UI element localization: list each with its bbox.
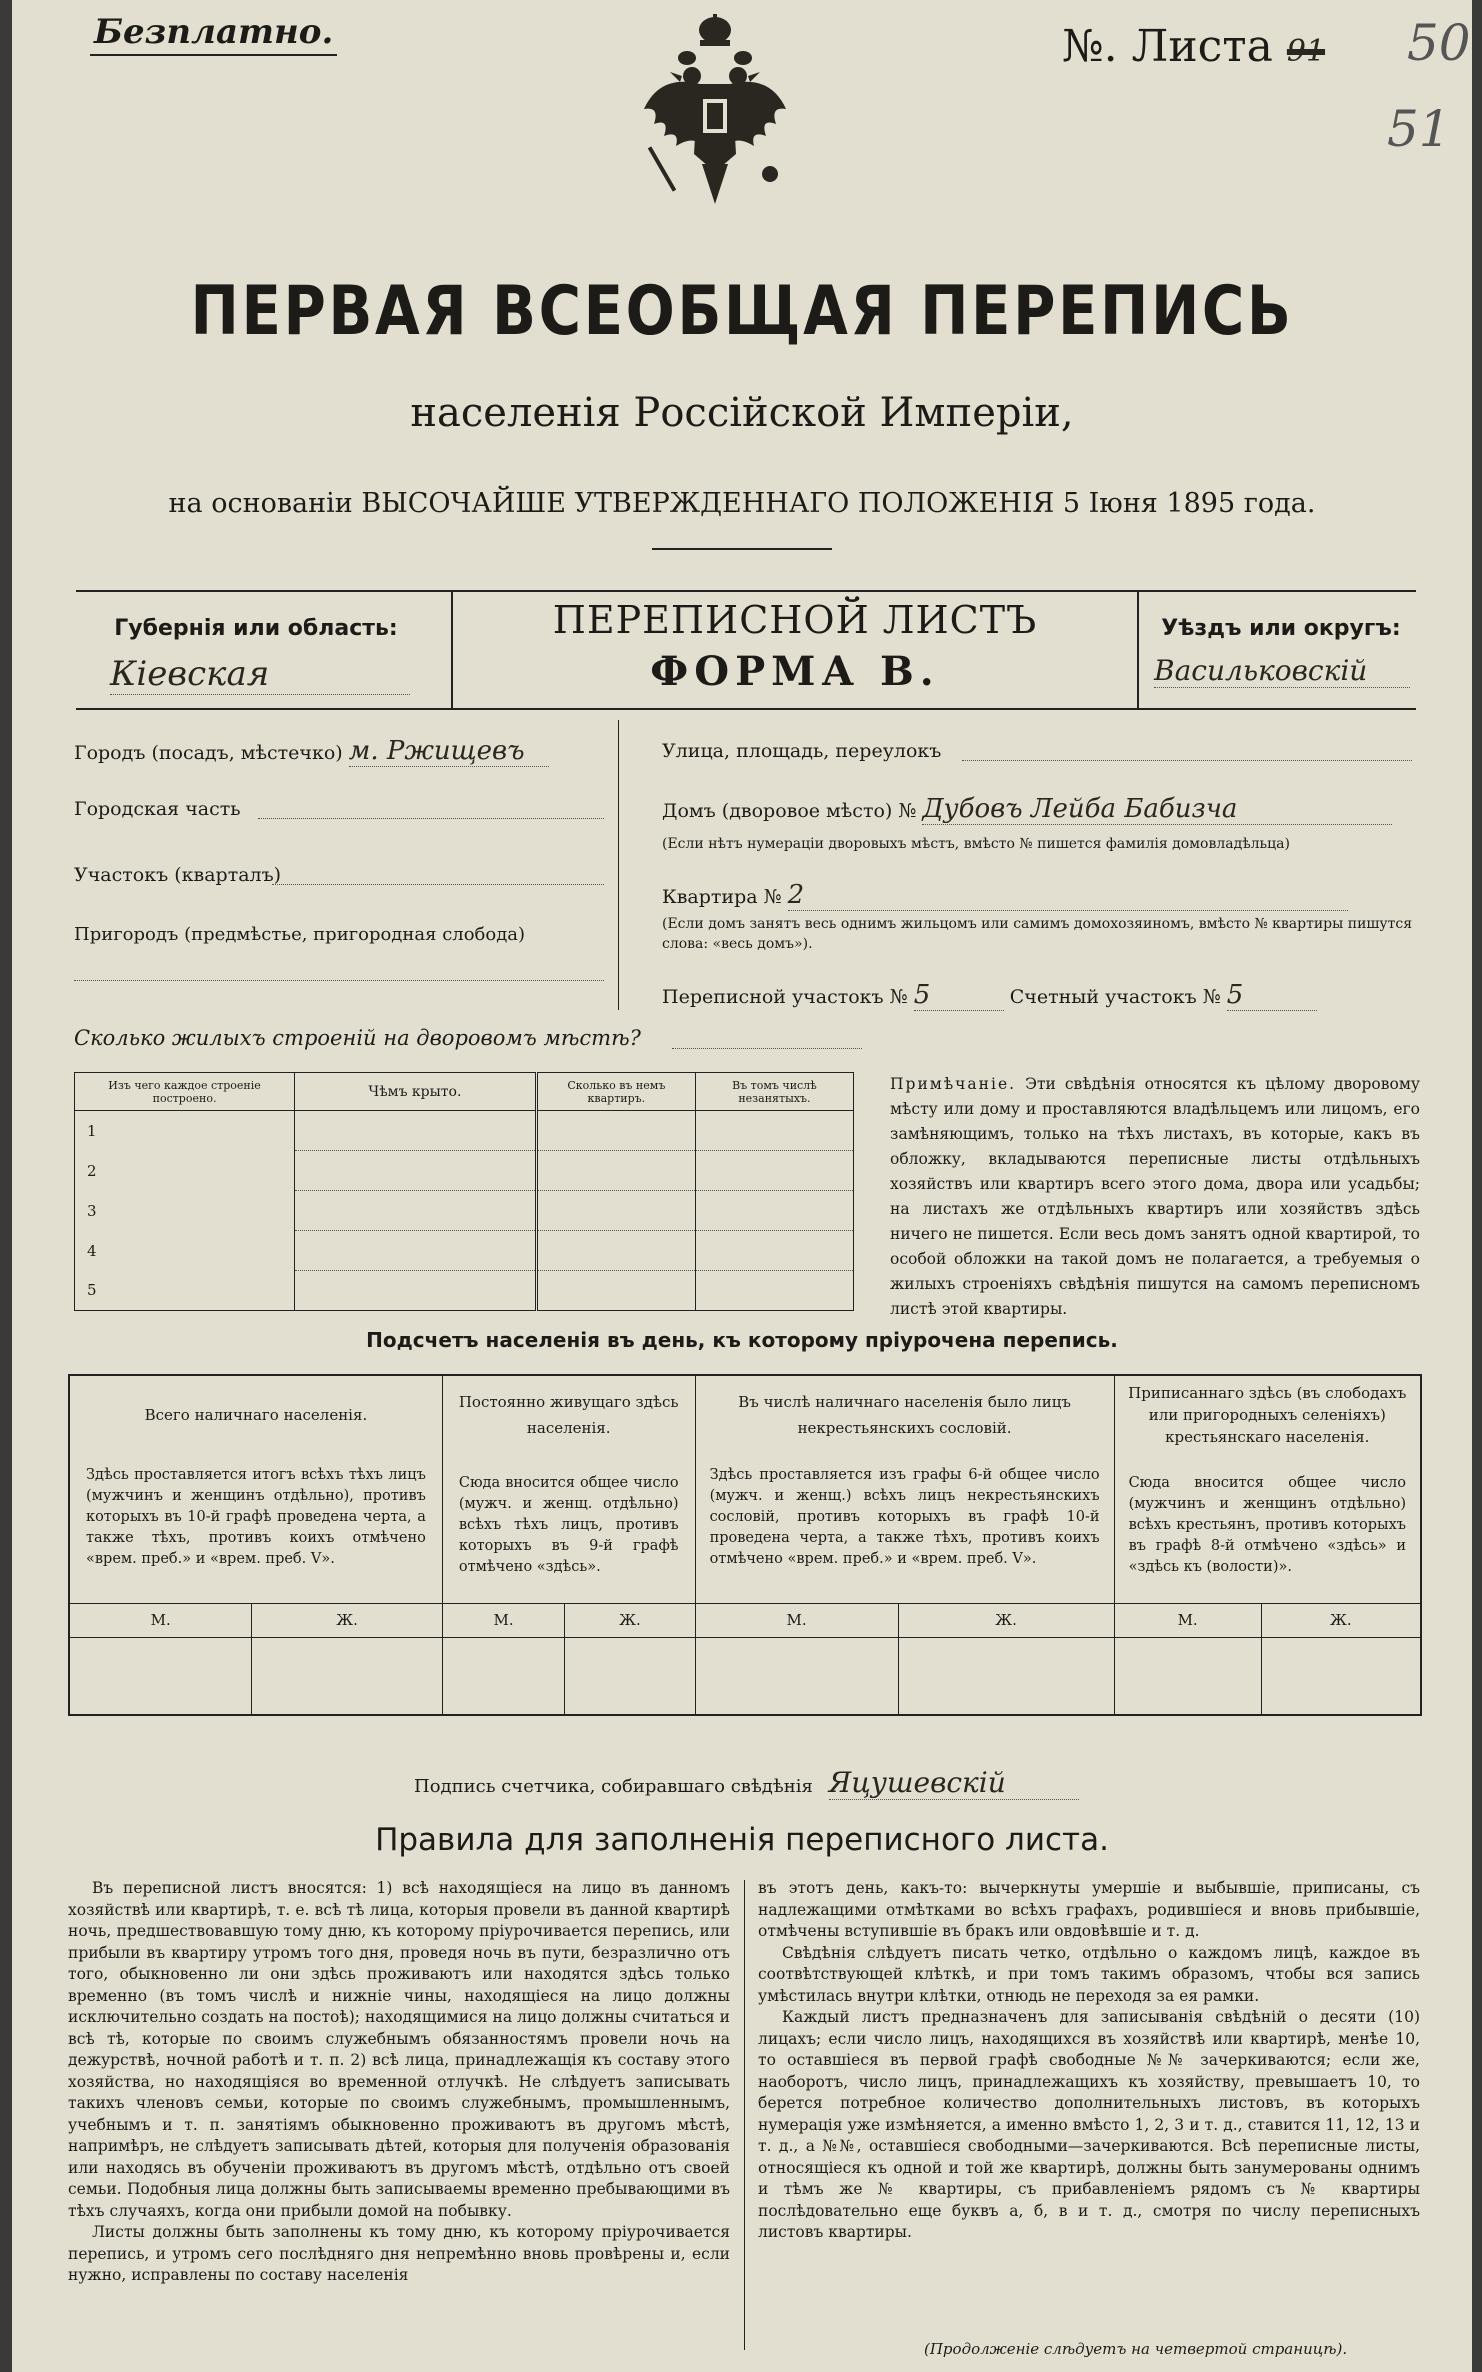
- house-field: [662, 794, 1392, 825]
- population-text-row: [69, 1453, 1421, 1603]
- population-description: Сюда вносится общее число (мужч. и женщ. отдѣльно) всѣхъ тѣхъ лицъ, противъ которыхъ въ 9-й графѣ отмѣчено «здѣсь».: [442, 1453, 695, 1603]
- population-title: Подсчетъ населенія въ день, къ которому пріурочена перепись.: [366, 1328, 1118, 1352]
- double-headed-eagle-emblem: [640, 14, 790, 214]
- table-cell[interactable]: [295, 1151, 537, 1191]
- population-heading: Всего наличнаго населенія.: [69, 1375, 442, 1453]
- form-title: ПЕРЕПИСНОЙ ЛИСТЪ: [552, 598, 1038, 642]
- male-label: М.: [1114, 1603, 1261, 1637]
- census-subtitle: населенія Россійской Имперіи,: [410, 390, 1074, 436]
- rules-continued: (Продолженіе слѣдуетъ на четвертой страницѣ).: [924, 2340, 1348, 2358]
- population-count-cell[interactable]: [1114, 1637, 1261, 1715]
- rules-right-column: [758, 1878, 1420, 2338]
- precinct-label: Участокъ (кварталъ): [74, 864, 282, 886]
- town-value[interactable]: м. Ржищевъ: [349, 736, 549, 767]
- male-label: М.: [695, 1603, 898, 1637]
- districts-field: [662, 980, 1317, 1011]
- buildings-header-roof: Чѣмъ крыто.: [295, 1073, 537, 1111]
- population-heading: Приписаннаго здѣсь (въ слободахъ или пригородныхъ селеніяхъ) крестьянскаго населенія.: [1128, 1383, 1407, 1446]
- population-description: Здѣсь проставляется итогъ всѣхъ тѣхъ лицъ (мужчинъ и женщинъ отдѣльно), противъ которыхъ въ 10-й графѣ проведена черта, а также тѣхъ, противъ коихъ отмѣчено «врем. преб.» и «врем. преб. V».: [69, 1453, 442, 1603]
- table-row: [75, 1231, 854, 1271]
- street-input[interactable]: [962, 760, 1412, 761]
- rules-paragraph: Свѣдѣнія слѣдуетъ писать четко, отдѣльно о каждомъ лицѣ, каждое въ соотвѣтствующей клѣткѣ, и при томъ такимъ образомъ, чтобы вся запись умѣстилась внутри клѣтки, отнюдь не переходя за ея рамки.: [758, 1943, 1420, 2005]
- table-cell[interactable]: [295, 1111, 537, 1151]
- address-divider: [618, 720, 619, 1010]
- female-label: Ж.: [252, 1603, 443, 1637]
- house-note: (Если нѣтъ нумераціи дворовыхъ мѣстъ, вмѣсто № пишется фамилія домовладѣльца): [662, 836, 1290, 852]
- buildings-question: Сколько жилыхъ строеній на дворовомъ мѣстѣ?: [74, 1026, 641, 1050]
- suburb-input[interactable]: [74, 980, 604, 981]
- table-cell[interactable]: [695, 1271, 853, 1311]
- population-description: Сюда вносится общее число (мужчинъ и женщинъ отдѣльно) всѣхъ крестьянъ, противъ которыхъ въ графѣ 8-й отмѣчено «здѣсь» и «здѣсь къ (волости)».: [1128, 1475, 1406, 1575]
- house-label: Домъ (дворовое мѣсто) №: [662, 800, 917, 822]
- population-count-cell[interactable]: [442, 1637, 564, 1715]
- population-header-row: [69, 1375, 1421, 1453]
- district-label: Уѣздъ или округъ:: [1161, 616, 1401, 641]
- apartment-note: (Если домъ занятъ весь однимъ жильцомъ или самимъ домохозяиномъ, вмѣсто № квартиры пишутся слова: «весь домъ»).: [662, 916, 1413, 952]
- buildings-header-material: Изъ чего каждое строеніе построено.: [75, 1073, 295, 1111]
- census-basis: на основаніи ВЫСОЧАЙШЕ УТВЕРЖДЕННАГО ПОЛОЖЕНІЯ 5 Іюня 1895 года.: [168, 488, 1316, 519]
- population-count-cell[interactable]: [69, 1637, 252, 1715]
- form-title-box: [451, 590, 1139, 708]
- row-number: 5: [75, 1271, 295, 1311]
- town-part-input[interactable]: [258, 818, 604, 819]
- population-count-cell[interactable]: [695, 1637, 898, 1715]
- buildings-answer-input[interactable]: [672, 1048, 862, 1049]
- table-cell[interactable]: [695, 1111, 853, 1151]
- province-label: Губернія или область:: [114, 616, 398, 641]
- rules-left-column: [68, 1878, 730, 2358]
- buildings-table: [74, 1072, 854, 1311]
- table-cell[interactable]: [536, 1191, 695, 1231]
- town-label: Городъ (посадъ, мѣстечко): [74, 742, 343, 764]
- buildings-note: [890, 1072, 1420, 1322]
- sheet-number-value: 91: [1286, 34, 1326, 69]
- sheet-number-label: №. Листа: [1062, 21, 1273, 72]
- margin-note-50: 50: [1407, 14, 1471, 72]
- precinct-input[interactable]: [272, 884, 604, 885]
- table-row: [75, 1191, 854, 1231]
- enumerator-signature: [414, 1766, 1079, 1800]
- population-table: [68, 1374, 1422, 1716]
- town-part-label: Городская часть: [74, 798, 241, 820]
- population-heading: Въ числѣ наличнаго населенія было лицъ некрестьянскихъ сословій.: [695, 1375, 1114, 1453]
- rules-title: Правила для заполненія переписного листа.: [375, 1822, 1109, 1858]
- buildings-header-apartments: Сколько въ немъ квартиръ.: [536, 1073, 695, 1111]
- buildings-header-vacant: Въ томъ числѣ незанятыхъ.: [695, 1073, 853, 1111]
- census-sheet: [12, 0, 1472, 2372]
- rules-paragraph: Въ переписной листъ вносятся: 1) всѣ находящіеся на лицо въ данномъ хозяйствѣ или квартирѣ, т. е. всѣ тѣ лица, которыя провели въ данной квартирѣ ночь, предшествовавшую тому дню, къ которому пріурочивается перепись, или прибыли въ квартиру утромъ того дня, проведя ночь въ пути, безразлично отъ того, обыкновенно ли они здѣсь проживаютъ или находятся здѣсь только временно (въ томъ числѣ и нижніе чины, находящіеся на лицо должны исключительно создать на постоѣ); находящимися на лицо должны считаться и всѣ тѣ, которые по своимъ служебнымъ обязанностямъ провели ночь на дежурствѣ, ночной работѣ и т. п. 2) всѣ лица, принадлежащія къ составу этого хозяйства, но находящіяся во временной отлучкѣ. Не слѣдуетъ записывать такихъ членовъ семьи, которые по своимъ служебнымъ, промышленнымъ, учебнымъ и т. п. занятіямъ обыкновенно проживаютъ въ другомъ мѣстѣ, напримѣръ, не слѣдуетъ записывать дѣтей, которыя для полученія образованія или находясь въ обученіи проживаютъ въ другомъ мѣстѣ, отдѣльно отъ своей семьи. Подобныя лица должны быть записываемы временно пребывающими въ тѣхъ случаяхъ, когда они прибыли домой на побывку.: [68, 1879, 730, 2220]
- male-label: М.: [69, 1603, 252, 1637]
- signature-label: Подпись счетчика, собиравшаго свѣдѣнія: [414, 1776, 813, 1797]
- population-count-cell[interactable]: [252, 1637, 443, 1715]
- apartment-value[interactable]: 2: [788, 880, 1348, 911]
- female-label: Ж.: [1330, 1611, 1352, 1629]
- note-title: Примѣчаніе.: [890, 1075, 1017, 1093]
- population-input-row: [69, 1637, 1421, 1715]
- female-label: Ж.: [898, 1603, 1114, 1637]
- form-header-band: [76, 590, 1416, 710]
- counting-district-value[interactable]: 5: [1227, 980, 1317, 1011]
- rules-paragraph: Каждый листъ предназначенъ для записыванія свѣдѣній о десяти (10) лицахъ; если число лицъ, находящихся въ хозяйствѣ или квартирѣ, менѣе 10, то оставшіеся въ первой графѣ свободные №№ зачеркиваются; если же, наоборотъ, число лицъ, принадлежащихъ къ хозяйству, превышаетъ 10, то берется потребное количество дополнительныхъ листовъ, въ которыхъ нумерація уже измѣняется, а именно вмѣсто 1, 2, 3 и т. д., ставится 11, 12, 13 и т. д., а №№, оставшіеся свободными—зачеркиваются. Всѣ переписные листы, относящіеся къ одной и той же квартирѣ, должны быть занумерованы однимъ и тѣмъ же № квартиры, съ прибавленіемъ рядомъ съ № квартиры послѣдовательно еще буквъ а, б, в и т. д., смотря по числу переписныхъ листовъ квартиры.: [758, 2008, 1420, 2241]
- title-divider: [652, 548, 832, 550]
- street-label: Улица, площадь, переулокъ: [662, 740, 942, 762]
- suburb-label: Пригородъ (предмѣстье, пригородная слобода): [74, 924, 526, 945]
- table-row: [75, 1271, 854, 1311]
- census-district-label: Переписной участокъ №: [662, 986, 908, 1008]
- table-cell[interactable]: [295, 1231, 537, 1271]
- row-number: 4: [75, 1231, 295, 1271]
- sheet-number: [1062, 22, 1325, 77]
- rules-paragraph: Листы должны быть заполнены къ тому дню, къ которому пріурочивается перепись, и утромъ сего послѣдняго дня непремѣнно вновь провѣрены и, если нужно, исправлены по составу населенія: [68, 2223, 730, 2284]
- row-number: 2: [75, 1151, 295, 1191]
- table-cell[interactable]: [536, 1231, 695, 1271]
- free-label: Безплатно.: [90, 10, 337, 56]
- signature-value[interactable]: Яцушевскій: [829, 1766, 1079, 1800]
- apartment-field: [662, 880, 1348, 911]
- row-number: 1: [75, 1111, 295, 1151]
- province-value[interactable]: Кіевская: [110, 654, 410, 695]
- table-cell[interactable]: [536, 1271, 695, 1311]
- female-label: Ж.: [565, 1603, 695, 1637]
- margin-note-51: 51: [1387, 100, 1451, 158]
- note-text: Эти свѣдѣнія относятся къ цѣлому дворовому мѣсту или дому и проставляются владѣльцемъ или лицомъ, его замѣняющимъ, только на тѣхъ листахъ, въ которые, какъ въ обложку, вкладываются переписные листы отдѣльныхъ хозяйствъ или квартиръ всего этого дома, двора или усадьбы; на листахъ же отдѣльныхъ квартиръ или хозяйствъ здѣсь ничего не пишется. Если весь домъ занятъ одной квартирой, то особой обложки на такой домъ не полагается, а требуемыя о жилыхъ строеніяхъ свѣдѣнія пишутся на самомъ переписномъ листѣ этой квартиры.: [890, 1075, 1420, 1318]
- row-number: 3: [75, 1191, 295, 1231]
- table-cell[interactable]: [695, 1151, 853, 1191]
- population-count-cell[interactable]: [1261, 1637, 1421, 1715]
- table-row: [75, 1111, 854, 1151]
- table-cell[interactable]: [695, 1191, 853, 1231]
- census-district-value[interactable]: 5: [914, 980, 1004, 1011]
- table-cell[interactable]: [295, 1191, 537, 1231]
- table-cell[interactable]: [295, 1271, 537, 1311]
- population-sex-row: [69, 1603, 1421, 1637]
- district-value[interactable]: Васильковскій: [1154, 654, 1410, 688]
- census-title: ПЕРВАЯ ВСЕОБЩАЯ ПЕРЕПИСЬ: [190, 272, 1294, 351]
- rules-divider: [744, 1880, 745, 2350]
- population-count-cell[interactable]: [898, 1637, 1114, 1715]
- town-field: [74, 736, 604, 767]
- counting-district-label: Счетный участокъ №: [1009, 986, 1221, 1008]
- male-label: М.: [442, 1603, 564, 1637]
- population-description: Здѣсь проставляется изъ графы 6-й общее число (мужч. и женщ.) всѣхъ лицъ некрестьянскихъ сословій, противъ которыхъ въ графѣ 10-й проведена черта, а также тѣхъ, противъ коихъ отмѣчено «врем. преб.» и «врем. преб. V».: [695, 1453, 1114, 1603]
- table-cell[interactable]: [695, 1231, 853, 1271]
- house-value[interactable]: Дубовъ Лейба Бабизча: [922, 794, 1392, 825]
- table-cell[interactable]: [536, 1151, 695, 1191]
- population-heading: Постоянно живущаго здѣсь населенія.: [442, 1375, 695, 1453]
- table-cell[interactable]: [536, 1111, 695, 1151]
- apartment-label: Квартира №: [662, 886, 782, 908]
- population-count-cell[interactable]: [565, 1637, 695, 1715]
- form-letter: ФОРМА В.: [650, 648, 940, 695]
- table-row: [75, 1151, 854, 1191]
- rules-paragraph: въ этотъ день, какъ-то: вычеркнуты умершіе и выбывшіе, приписаны, съ надлежащими отмѣтками во всѣхъ графахъ, родившіеся и вновь прибывшіе, отмѣчены вступившіе въ бракъ или овдовѣвшіе и т. д.: [758, 1879, 1420, 1940]
